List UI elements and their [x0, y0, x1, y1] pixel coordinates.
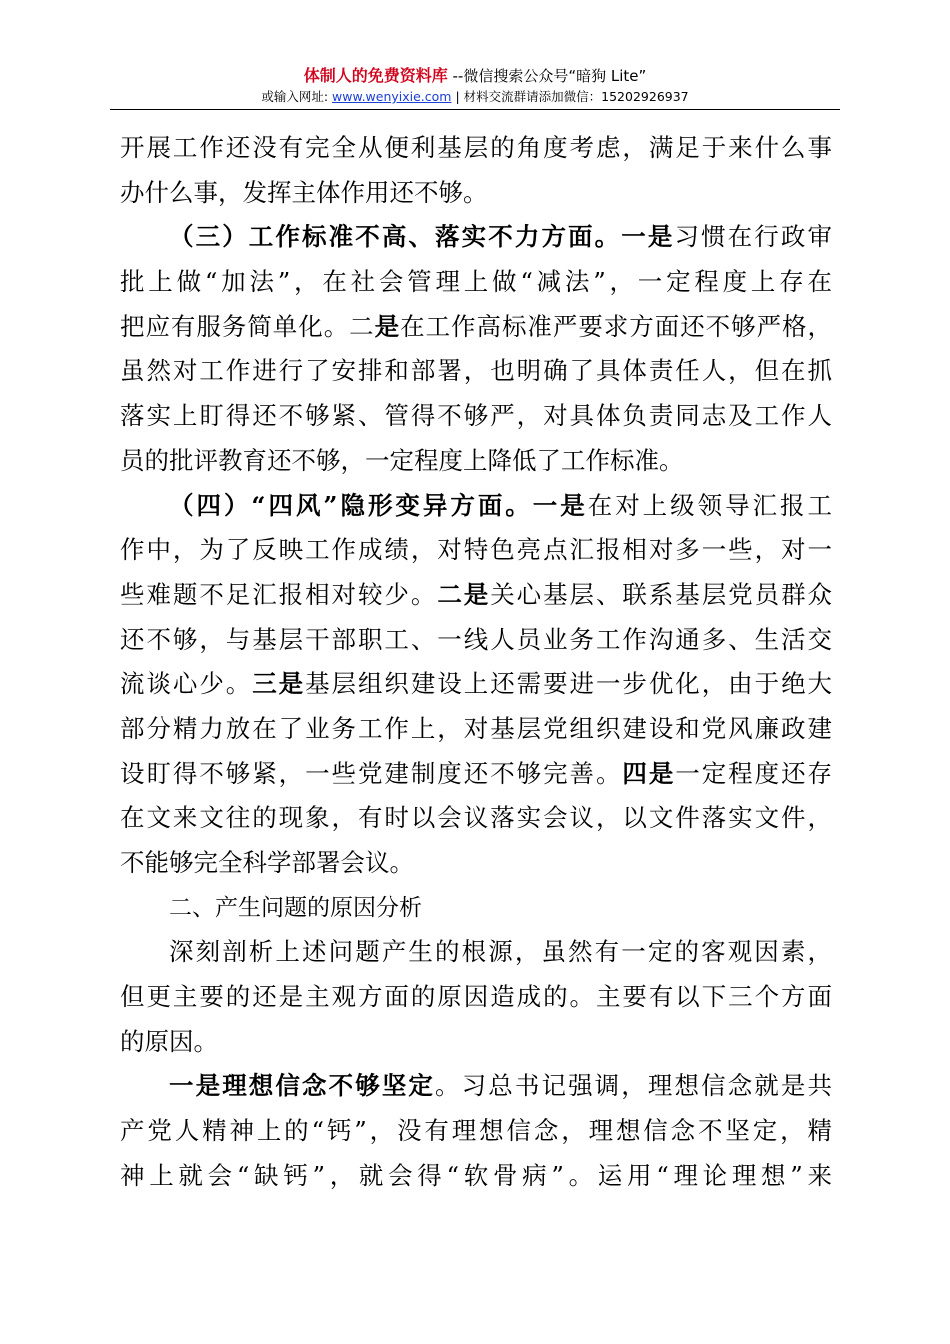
text-line — [120, 305, 832, 350]
text-run: 作中，为了反映工作成绩，对特色亮点汇报相对多一些，对一 — [120, 535, 832, 565]
website-link[interactable]: www.wenyixie.com — [332, 89, 452, 104]
text-run: 在对上级领导汇报工 — [587, 490, 832, 520]
text-line — [120, 1154, 832, 1199]
text-run: 关心基层、联系基层党员群众 — [490, 579, 832, 609]
url-prefix: 或输入网址: — [261, 89, 333, 104]
text-run: 的原因。 — [120, 1026, 218, 1056]
text-line — [120, 171, 832, 216]
text-run: 。习总书记强调，理想信念就是共 — [435, 1071, 832, 1101]
text-line — [120, 1109, 832, 1154]
text-run: 在文来文往的现象，有时以会议落实会议，以文件落实文件， — [120, 803, 832, 833]
text-run: 办什么事，发挥主体作用还不够。 — [120, 177, 488, 207]
section-heading — [120, 886, 832, 931]
text-line — [120, 439, 832, 484]
text-line — [120, 662, 832, 707]
text-run: 把应有服务简单化。二 — [120, 311, 375, 341]
text-line — [120, 1020, 832, 1065]
text-line — [120, 930, 832, 975]
bold-run: 三是 — [252, 669, 306, 699]
text-line — [120, 394, 832, 439]
brand-title: 体制人的免费资料库 — [303, 66, 448, 85]
text-line — [120, 796, 832, 841]
text-line — [120, 260, 832, 305]
watermark-subheader — [110, 88, 840, 106]
text-line — [120, 752, 832, 797]
text-line — [120, 126, 832, 171]
text-run: 流谈心少。 — [120, 669, 253, 699]
text-run: 产党人精神上的“钙”，没有理想信念，理想信念不坚定，精 — [120, 1116, 832, 1146]
paragraph-heading-line — [120, 1064, 832, 1109]
text-run: 神上就会“缺钙”，就会得“软骨病”。运用“理论理想”来 — [120, 1160, 832, 1190]
wechat-contact: | 材料交流群请添加微信：15202926937 — [451, 89, 689, 104]
bold-run: （四）“四风”隐形变异方面。一是 — [169, 490, 588, 520]
text-run: 虽然对工作进行了安排和部署，也明确了具体责任人，但在抓 — [120, 356, 832, 386]
text-line — [120, 349, 832, 394]
text-run: 落实上盯得还不够紧、管得不够严，对具体负责同志及工作人 — [120, 401, 832, 431]
text-line — [120, 841, 832, 886]
section-heading-text: 二、产生问题的原因分析 — [169, 894, 422, 921]
text-line — [120, 573, 832, 618]
watermark-header — [110, 66, 840, 86]
text-run: 但更主要的还是主观方面的原因造成的。主要有以下三个方面 — [120, 982, 832, 1012]
text-run: 批上做“加法”，在社会管理上做“减法”，一定程度上存在 — [120, 267, 832, 297]
text-line — [120, 707, 832, 752]
text-run: 还不够，与基层干部职工、一线人员业务工作沟通多、生活交 — [120, 624, 832, 654]
document-body — [120, 126, 832, 1199]
text-run: 部分精力放在了业务工作上，对基层党组织建设和党风廉政建 — [120, 713, 832, 743]
text-line — [120, 975, 832, 1020]
bold-run: 是 — [374, 311, 401, 341]
text-run: 设盯得不够紧，一些党建制度还不够完善。 — [120, 758, 623, 788]
text-run: 不能够完全科学部署会议。 — [120, 848, 414, 877]
text-run: 基层组织建设上还需要进一步优化，由于绝大 — [305, 669, 832, 699]
bold-run: 一是理想信念不够坚定 — [169, 1071, 436, 1101]
header-divider — [110, 109, 840, 110]
text-run: 习惯在行政审 — [674, 222, 832, 252]
text-line — [120, 528, 832, 573]
text-run: 开展工作还没有完全从便利基层的角度考虑，满足于来什么事 — [120, 133, 832, 162]
text-line — [120, 618, 832, 663]
bold-run: 四是 — [622, 758, 676, 788]
brand-tagline: --微信搜索公众号“暗狗 Lite” — [447, 67, 647, 85]
bold-run: 二是 — [437, 579, 491, 609]
paragraph-heading-line — [120, 484, 832, 529]
text-run: 些难题不足汇报相对较少。 — [120, 579, 438, 609]
text-run: 员的批评教育还不够，一定程度上降低了工作标准。 — [120, 445, 684, 475]
text-run: 在工作高标准严要求方面还不够严格， — [400, 311, 832, 341]
bold-run: （三）工作标准不高、落实不力方面。一是 — [169, 222, 675, 252]
paragraph-heading-line — [120, 215, 832, 260]
text-run: 一定程度还存 — [675, 758, 832, 788]
text-run: 深刻剖析上述问题产生的根源，虽然有一定的客观因素， — [169, 937, 832, 967]
